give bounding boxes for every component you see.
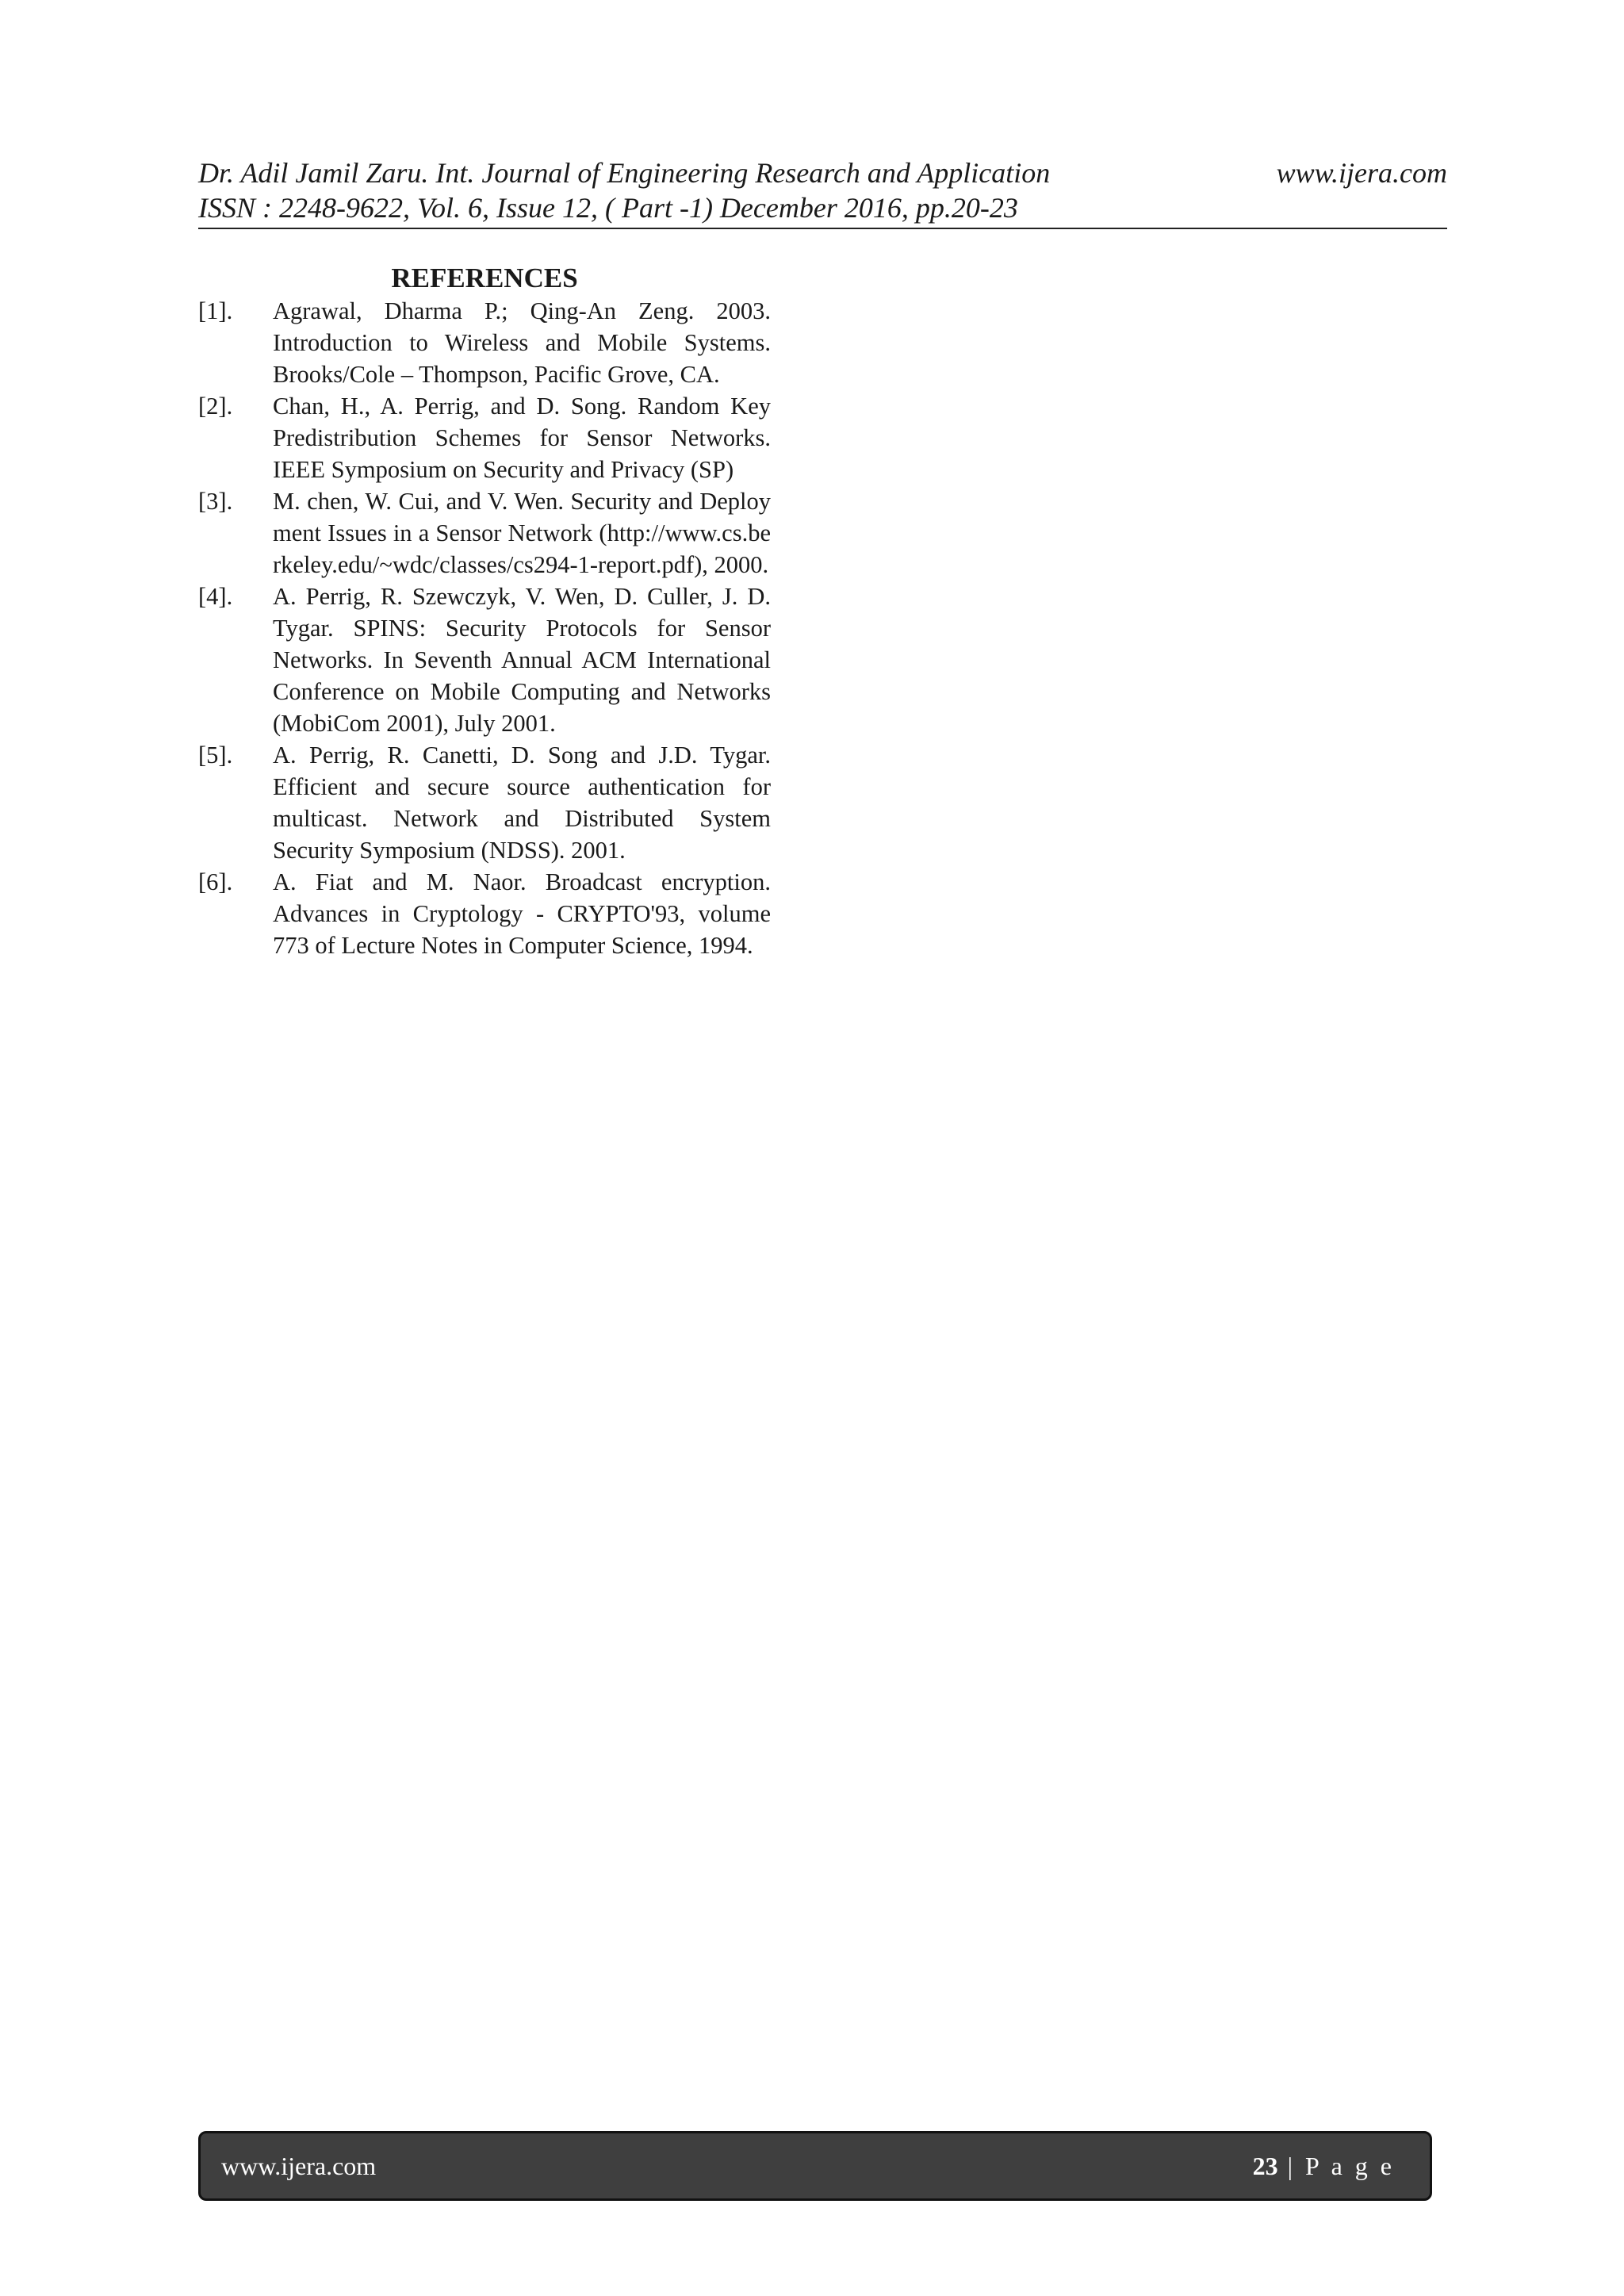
running-header — [198, 155, 1447, 225]
reference-text: A. Perrig, R. Canetti, D. Song and J.D. Tygar. Efficient and secure source authentication for multicast. Network and Distributed System Security Symposium (NDSS). 2001. — [273, 742, 771, 864]
reference-text: M. chen, W. Cui, and V. Wen. Security and Deployment Issues in a Sensor Network (http://www.cs.berkeley.edu/~wdc/classes/cs294-1-report.pdf), 2000. — [273, 488, 771, 578]
journal-website: www.ijera.com — [1276, 157, 1447, 189]
reference-text: Chan, H., A. Perrig, and D. Song. Random Key Predistribution Schemes for Sensor Networks. IEEE Symposium on Security and Privacy (SP) — [273, 393, 771, 483]
references-heading: REFERENCES — [391, 263, 578, 293]
reference-number: [1]. — [198, 297, 233, 324]
footer-page-indicator — [1253, 2152, 1395, 2181]
header-divider — [198, 228, 1447, 229]
page-number: 23 — [1252, 2152, 1278, 2180]
reference-text: A. Perrig, R. Szewczyk, V. Wen, D. Culler, J. D. Tygar. SPINS: Security Protocols for Sensor Networks. In Seventh Annual ACM International Conference on Mobile Computing and Networks (MobiCom 2001), July 2001. — [273, 583, 771, 737]
page-label: | P a g e — [1277, 2152, 1395, 2180]
header-line-1 — [198, 155, 1447, 190]
reference-text: A. Fiat and M. Naor. Broadcast encryption. Advances in Cryptology - CRYPTO'93, volume 773 of Lecture Notes in Computer Science, 1994. — [273, 868, 771, 959]
reference-item — [198, 739, 771, 866]
reference-item — [198, 581, 771, 739]
reference-item — [198, 295, 771, 390]
journal-citation: Dr. Adil Jamil Zaru. Int. Journal of Engineering Research and Application — [198, 157, 1051, 189]
reference-number: [5]. — [198, 742, 233, 769]
reference-text: Agrawal, Dharma P.; Qing-An Zeng. 2003. Introduction to Wireless and Mobile Systems. Brooks/Cole – Thompson, Pacific Grove, CA. — [273, 297, 771, 388]
reference-item — [198, 390, 771, 485]
page-footer — [198, 2131, 1432, 2201]
footer-website: www.ijera.com — [221, 2152, 377, 2180]
references-section — [198, 262, 771, 961]
reference-item — [198, 866, 771, 961]
reference-number: [4]. — [198, 583, 233, 610]
reference-item — [198, 485, 771, 581]
reference-number: [3]. — [198, 488, 233, 515]
issn-line: ISSN : 2248-9622, Vol. 6, Issue 12, ( Part -1) December 2016, pp.20-23 — [198, 192, 1018, 224]
reference-number: [2]. — [198, 393, 233, 420]
reference-number: [6]. — [198, 868, 233, 895]
